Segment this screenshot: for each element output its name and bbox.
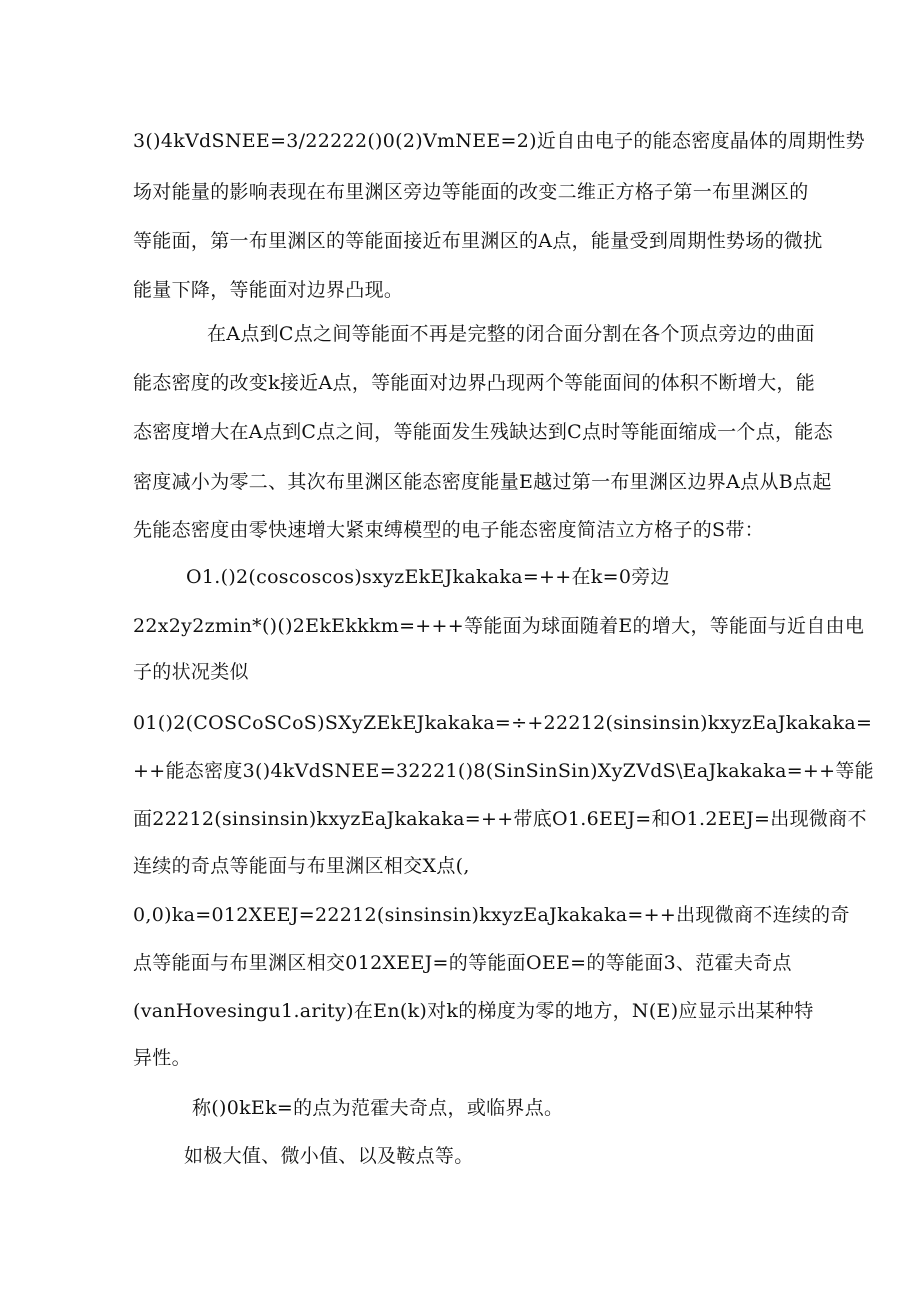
text-line-17: 0,0)ka=012XEEJ=22212(sinsinsin)kxyzEaJkakaka=++出现微商不连续的奇	[133, 904, 850, 926]
text-line-6: 能态密度的改变k接近A点，等能面对边界凸现两个等能面间的体积不断增大，能	[133, 372, 816, 394]
text-line-16: 连续的奇点等能面与布里渊区相交X点(,	[133, 855, 470, 877]
text-line-4: 能量下降，等能面对边界凸现。	[133, 279, 404, 301]
text-line-21: 称()0kEk=的点为范霍夫奇点，或临界点。	[192, 1097, 564, 1119]
text-line-14: ++能态密度3()4kVdSNEE=32221()8(SinSinSin)XyZVdS\EaJkakaka=++等能	[133, 760, 874, 782]
text-line-9: 先能态密度由零快速增大紧束缚模型的电子能态密度简洁立方格子的S带：	[133, 519, 764, 541]
text-line-8: 密度减小为零二、其次布里渊区能态密度能量E越过第一布里渊区边界A点从B点起	[133, 471, 832, 493]
text-line-22: 如极大值、微小值、以及鞍点等。	[184, 1145, 474, 1167]
text-line-10: O1.()2(coscoscos)sxyzEkEJkakaka=++在k=0旁边	[186, 566, 670, 588]
text-line-12: 子的状况类似	[133, 661, 249, 683]
text-line-15: 面22212(sinsinsin)kxyzEaJkakaka=++带底O1.6EEJ=和O1.2EEJ=出现微商不	[133, 808, 867, 830]
text-line-7: 态密度增大在A点到C点之间，等能面发生残缺达到C点时等能面缩成一个点，能态	[133, 421, 833, 443]
text-line-18: 点等能面与布里渊区相交012XEEJ=的等能面OEE=的等能面3、范霍夫奇点	[133, 952, 792, 974]
text-line-1: 3()4kVdSNEE=3/22222()0(2)VmNEE=2)近自由电子的能态密度晶体的周期性势	[133, 130, 865, 152]
text-line-13: 01()2(COSCoSCoS)SXyZEkEJkakaka=÷+22212(sinsinsin)kxyzEaJkakaka=	[133, 712, 873, 734]
text-line-11: 22x2y2zmin*()()2EkEkkkm=+++等能面为球面随着E的增大，等能面与近自由电	[133, 615, 865, 637]
text-line-20: 异性。	[133, 1047, 191, 1069]
text-line-5: 在A点到C点之间等能面不再是完整的闭合面分割在各个顶点旁边的曲面	[207, 323, 815, 345]
text-line-3: 等能面，第一布里渊区的等能面接近布里渊区的A点，能量受到周期性势场的微扰	[133, 230, 823, 252]
text-line-19: (vanHovesingu1.arity)在En(k)对k的梯度为零的地方，N(E)应显示出某种特	[133, 1000, 814, 1022]
text-line-2: 场对能量的影响表现在布里渊区旁边等能面的改变二维正方格子第一布里渊区的	[133, 181, 809, 203]
